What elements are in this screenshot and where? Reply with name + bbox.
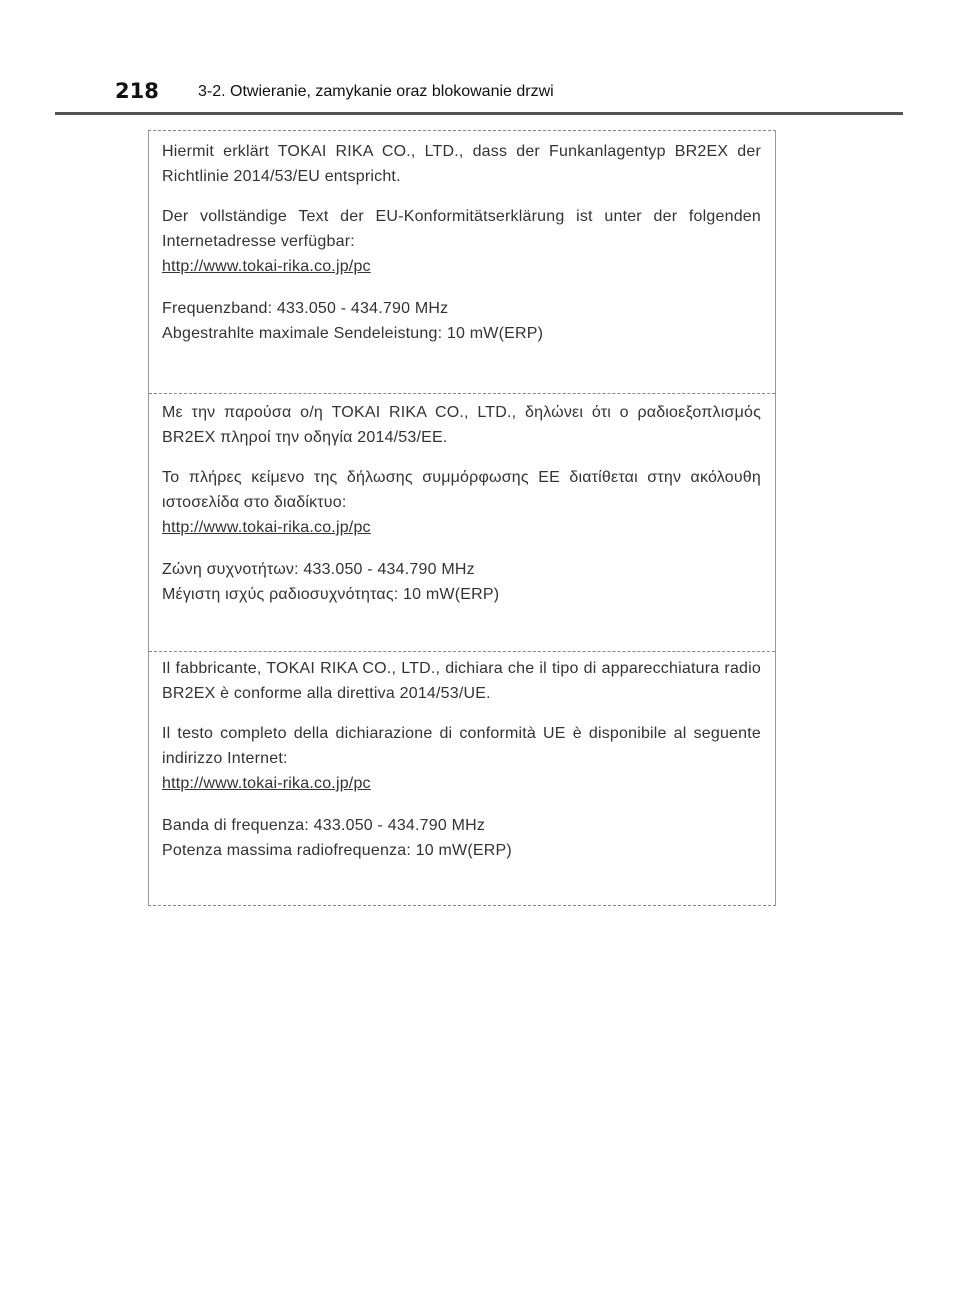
declaration-section-italian — [149, 651, 775, 905]
max-power: Potenza massima radiofrequenza: 10 mW(ERP) — [162, 842, 512, 859]
frequency-band: Banda di frequenza: 433.050 - 434.790 MHz — [162, 817, 486, 834]
declaration-statement: Il fabbricante, TOKAI RIKA CO., LTD., dichiara che il tipo di apparecchiatura radio BR2EX è conforme alla direttiva 2014/53/UE. — [162, 660, 761, 702]
declaration-link[interactable]: http://www.tokai-rika.co.jp/pc — [162, 519, 371, 536]
frequency-band: Ζώνη συχνοτήτων: 433.050 - 434.790 MHz — [162, 561, 475, 578]
full-text-intro: Il testo completo della dichiarazione di conformità UE è disponibile al seguente indirizzo Internet: — [162, 725, 761, 767]
max-power: Abgestrahlte maximale Sendeleistung: 10 mW(ERP) — [162, 325, 544, 342]
declaration-statement: Hiermit erklärt TOKAI RIKA CO., LTD., dass der Funkanlagentyp BR2EX der Richtlinie 2014/53/EU entspricht. — [162, 143, 761, 185]
declaration-statement: Με την παρούσα ο/η TOKAI RIKA CO., LTD., δηλώνει ότι ο ραδιοεξοπλισμός BR2EX πληροί την οδηγία 2014/53/ΕΕ. — [162, 404, 761, 446]
page-number: 218 — [115, 79, 159, 103]
full-text-intro: Το πλήρες κείμενο της δήλωσης συμμόρφωσης ΕΕ διατίθεται στην ακόλουθη ιστοσελίδα στο διαδίκτυο: — [162, 469, 761, 511]
chapter-title: 3-2. Otwieranie, zamykanie oraz blokowanie drzwi — [198, 83, 554, 100]
page-header — [55, 76, 903, 115]
frequency-band: Frequenzband: 433.050 - 434.790 MHz — [162, 300, 449, 317]
declaration-box — [148, 130, 776, 906]
declaration-section-german — [149, 131, 775, 393]
declaration-link[interactable]: http://www.tokai-rika.co.jp/pc — [162, 258, 371, 275]
declaration-link[interactable]: http://www.tokai-rika.co.jp/pc — [162, 775, 371, 792]
full-text-intro: Der vollständige Text der EU-Konformitätserklärung ist unter der folgenden Internetadresse verfügbar: — [162, 208, 761, 250]
max-power: Μέγιστη ισχύς ραδιοσυχνότητας: 10 mW(ERP) — [162, 586, 500, 603]
declaration-section-greek — [149, 393, 775, 651]
